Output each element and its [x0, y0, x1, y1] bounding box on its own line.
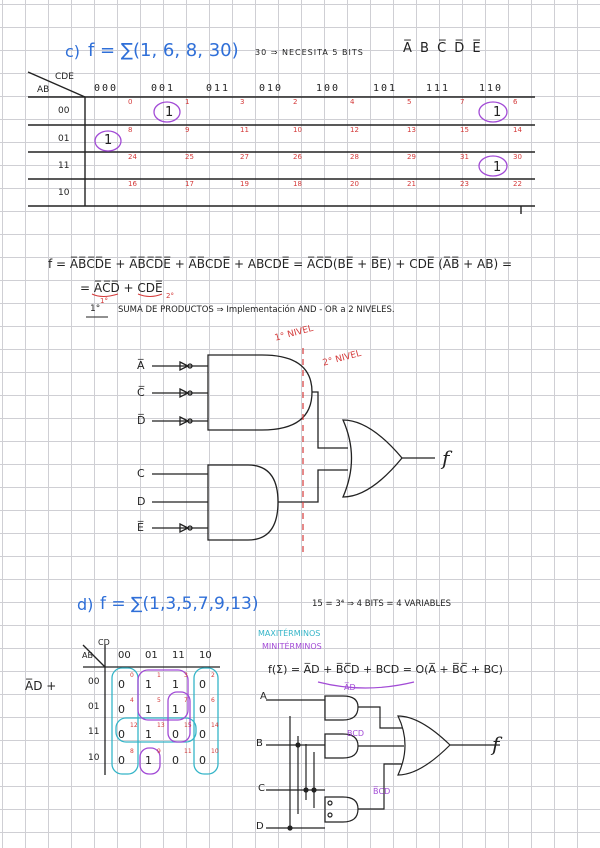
- kmap-c-cell-one: 1: [104, 133, 113, 148]
- kmap-d-col-header: 11: [172, 650, 185, 661]
- kmap-d-cell-value: 0: [118, 728, 125, 741]
- kmap-c-cell-index: 4: [350, 98, 355, 106]
- simplified-expression: = A̅C̅D̅ + CDE̅: [80, 281, 163, 295]
- part-d-expression: f(Σ) = A̅D + B̅C̅D + BCD = O(A̅ + B̅C̅ + BC): [268, 663, 503, 676]
- kmap-c-col-var: CDE: [55, 72, 74, 82]
- kmap-c-cell-index: 29: [407, 153, 416, 161]
- kmap-c-cell-index: 21: [407, 180, 416, 188]
- kmap-d-row-header: 11: [88, 727, 100, 737]
- kmap-d-cell-index: 13: [157, 722, 165, 729]
- kmap-c-col-header: 000: [94, 83, 119, 94]
- kmap-c-cell-index: 25: [185, 153, 194, 161]
- kmap-c-cell-index: 23: [460, 180, 469, 188]
- kmap-d-cell-value: 1: [145, 703, 152, 716]
- note-number: 1°: [90, 304, 101, 314]
- kmap-c-cell-index: 15: [460, 126, 469, 134]
- kmap-c-cell-index: 31: [460, 153, 469, 161]
- input-not-a: A̅: [137, 359, 145, 372]
- kmap-c-col-header: 001: [151, 83, 176, 94]
- kmap-d-row-header: 01: [88, 702, 100, 712]
- kmap-c-cell-one: 1: [165, 105, 174, 120]
- kmap-c-cell-index: 17: [185, 180, 194, 188]
- input-c: C: [137, 467, 145, 480]
- input-b-d: B: [256, 738, 263, 749]
- kmap-c-row-header: 10: [58, 188, 70, 198]
- kmap-c-cell-index: 11: [240, 126, 249, 134]
- part-c-function: f = ∑(1, 6, 8, 30): [88, 40, 239, 61]
- kmap-d-cell-value: 1: [145, 728, 152, 741]
- kmap-c-cell-index: 10: [293, 126, 302, 134]
- input-d: D: [137, 495, 146, 508]
- kmap-d-cell-index: 10: [211, 748, 219, 755]
- kmap-d-cell-index: 4: [130, 697, 134, 704]
- gate-label-2: BCD: [347, 729, 365, 738]
- kmap-d-cell-value: 0: [199, 678, 206, 691]
- kmap-c-cell-index: 19: [240, 180, 249, 188]
- kmap-d-row-var: AB: [82, 651, 93, 660]
- circuit-d: [266, 696, 500, 830]
- kmap-d-cell-value: 1: [145, 754, 152, 767]
- kmap-d-row-header: 10: [88, 753, 100, 763]
- kmap-c-cell-index: 3: [240, 98, 245, 106]
- kmap-c-cell-index: 7: [460, 98, 465, 106]
- kmap-c-cell-index: 27: [240, 153, 249, 161]
- kmap-c-row-header: 01: [58, 134, 70, 144]
- implementation-note: SUMA DE PRODUCTOS ⇒ Implementación AND - OR a 2 NIVELES.: [118, 305, 395, 315]
- kmap-c-col-header: 111: [426, 83, 451, 94]
- output-f-d: f: [492, 732, 500, 756]
- level-2-label: 2° NIVEL: [321, 348, 363, 369]
- kmap-c-row-var: AB: [37, 85, 50, 95]
- kmap-c-cell-index: 30: [513, 153, 522, 161]
- kmap-d-cell-index: 7: [184, 697, 188, 704]
- kmap-c-cell-index: 26: [293, 153, 302, 161]
- kmap-d-cell-value: 0: [118, 703, 125, 716]
- kmap-c-cell-index: 22: [513, 180, 522, 188]
- kmap-c-cell-index: 6: [513, 98, 518, 106]
- input-c-d: C: [258, 783, 265, 794]
- kmap-c-col-header: 110: [479, 83, 504, 94]
- kmap-d-cell-value: 0: [172, 728, 179, 741]
- kmap-d-cell-index: 0: [130, 672, 134, 679]
- part-d-label: d): [77, 595, 94, 614]
- kmap-d-cell-value: 0: [118, 754, 125, 767]
- kmap-d-col-header: 01: [145, 650, 158, 661]
- kmap-d-cell-value: 1: [172, 678, 179, 691]
- kmap-d-cell-value: 0: [118, 678, 125, 691]
- kmap-d-col-var: CD: [98, 638, 110, 647]
- kmap-d-cell-index: 5: [157, 697, 161, 704]
- kmap-c-cell-index: 14: [513, 126, 522, 134]
- kmap-c-cell-index: 24: [128, 153, 137, 161]
- kmap-d-cell-index: 9: [157, 748, 161, 755]
- kmap-c-cell-index: 5: [407, 98, 412, 106]
- level-1-label: 1° NIVEL: [273, 323, 315, 344]
- expansion-expression: f = A̅B̅C̅D̅E + A̅B̅C̅D̅E̅ + A̅B̅CDE̅ + ABCDE̅ = A̅C̅D̅(BE̅ + B̅E) + CDE̅ (A̅B̅ + AB) =: [48, 257, 513, 271]
- kmap-d-cell-value: 1: [172, 703, 179, 716]
- kmap-c-cell-index: 8: [128, 126, 133, 134]
- kmap-d-col-header: 00: [118, 650, 131, 661]
- level-mark-2: 2°: [166, 292, 174, 300]
- kmap-c-circles: [95, 102, 507, 176]
- kmap-d-cell-index: 15: [184, 722, 192, 729]
- kmap-d-cell-index: 12: [130, 722, 138, 729]
- part-d-function: f = ∑(1,3,5,7,9,13): [100, 594, 259, 614]
- kmap-c-row-header: 11: [58, 161, 70, 171]
- kmap-c-cell-index: 18: [293, 180, 302, 188]
- kmap-c-cell-one: 1: [493, 105, 502, 120]
- kmap-c-cell-index: 2: [293, 98, 298, 106]
- part-c-product-term: A̅ B C̅ D̅ E̅: [403, 41, 483, 56]
- kmap-d-cell-index: 14: [211, 722, 219, 729]
- expression-brace: [318, 682, 414, 688]
- kmap-c-col-header: 100: [316, 83, 341, 94]
- kmap-d-cell-value: 0: [172, 754, 179, 767]
- kmap-d-col-header: 10: [199, 650, 212, 661]
- kmap-d-row-header: 00: [88, 677, 100, 687]
- kmap-d-cell-index: 2: [211, 672, 215, 679]
- input-not-e: E̅: [137, 521, 144, 534]
- kmap-d-cell-value: 1: [145, 678, 152, 691]
- kmap-c-cell-index: 20: [350, 180, 359, 188]
- circuit-c: [152, 355, 435, 540]
- kmap-d-cell-value: 0: [199, 703, 206, 716]
- kmap-c-cell-index: 1: [185, 98, 190, 106]
- maxterms-label: MAXITÉRMINOS: [258, 629, 321, 638]
- kmap-c-cell-index: 0: [128, 98, 133, 106]
- kmap-d-cell-value: 0: [199, 728, 206, 741]
- level-mark-1: 1°: [100, 297, 108, 305]
- minterms-label: MINITÉRMINOS: [262, 642, 322, 651]
- kmap-c-col-header: 101: [373, 83, 398, 94]
- kmap-c-cell-index: 13: [407, 126, 416, 134]
- kmap-c-col-header: 010: [259, 83, 284, 94]
- kmap-d-cell-value: 0: [199, 754, 206, 767]
- kmap-c-cell-one: 1: [493, 160, 502, 175]
- input-not-d: D̅: [137, 414, 146, 427]
- kmap-c-row-header: 00: [58, 106, 70, 116]
- kmap-d-cell-index: 3: [184, 672, 188, 679]
- output-f-c: f: [442, 446, 450, 470]
- part-c-bits-note: 30 ⇒ NECESITA 5 BITS: [255, 48, 364, 57]
- kmap-d-cell-index: 11: [184, 748, 192, 755]
- input-a-d: A: [260, 691, 267, 702]
- kmap-d-cell-index: 1: [157, 672, 161, 679]
- kmap-c-cell-index: 9: [185, 126, 190, 134]
- input-d-d: D: [256, 821, 264, 832]
- input-not-c: C̅: [137, 386, 145, 399]
- kmap-c-cell-index: 16: [128, 180, 137, 188]
- gate-label-3: B̅CD: [373, 787, 391, 796]
- kmap-d-cell-index: 8: [130, 748, 134, 755]
- kmap-c-cell-index: 12: [350, 126, 359, 134]
- part-c-label: c): [65, 42, 81, 61]
- kmap-c-col-header: 011: [206, 83, 231, 94]
- kmap-c-cell-index: 28: [350, 153, 359, 161]
- gate-label-1: A̅D: [344, 683, 356, 692]
- part-d-bits-note: 15 = 3⁴ ⇒ 4 BITS = 4 VARIABLES: [312, 599, 452, 609]
- side-note: A̅D +: [25, 679, 57, 693]
- kmap-d-cell-index: 6: [211, 697, 215, 704]
